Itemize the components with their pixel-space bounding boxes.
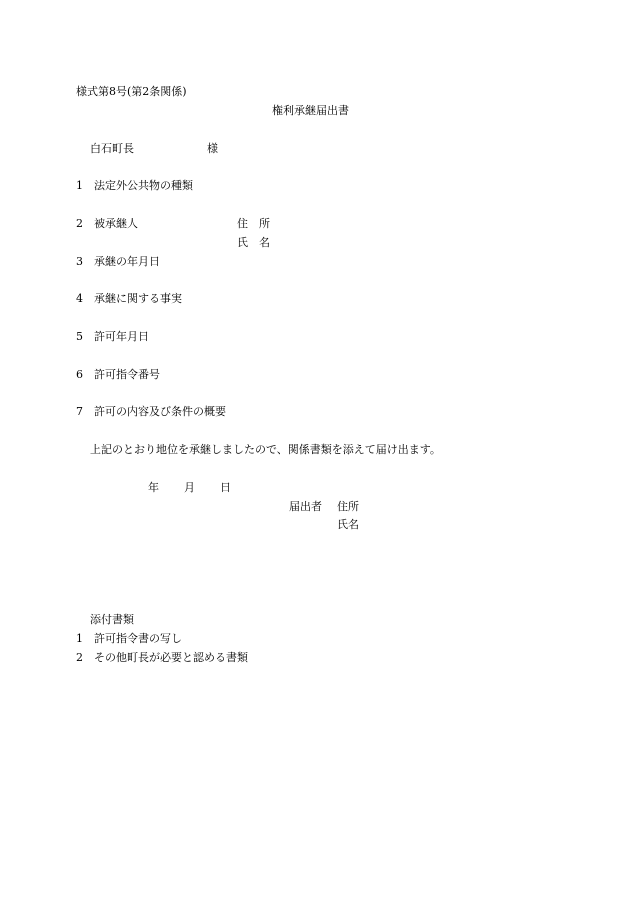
item-5-label: 5 許可年月日 — [76, 330, 149, 343]
document-title: 権利承継届出書 — [272, 104, 349, 117]
date-year: 年 — [148, 481, 159, 494]
item-3-label: 3 承継の年月日 — [76, 255, 160, 268]
date-month: 月 — [184, 481, 195, 494]
attachment-item: 1 許可指令書の写し — [76, 632, 182, 645]
form-number: 様式第8号(第2条関係) — [76, 85, 187, 98]
attachment-item: 2 その他町長が必要と認める書類 — [76, 651, 248, 664]
notifier-address-label: 住所 — [337, 500, 359, 513]
item-2-label: 2 被承継人 — [76, 217, 138, 230]
notifier-label: 届出者 — [289, 500, 322, 513]
item-2-name-label: 氏 名 — [237, 236, 270, 249]
item-1-label: 1 法定外公共物の種類 — [76, 179, 193, 192]
date-day: 日 — [220, 481, 231, 494]
attachments-heading: 添付書類 — [90, 613, 134, 626]
item-7-label: 7 許可の内容及び条件の概要 — [76, 405, 226, 418]
addressee-name: 白石町長 — [90, 142, 134, 155]
notifier-name-label: 氏名 — [337, 518, 359, 531]
item-4-label: 4 承継に関する事実 — [76, 292, 182, 305]
statement-text: 上記のとおり地位を承継しましたので、関係書類を添えて届け出ます。 — [90, 443, 441, 456]
item-2-address-label: 住 所 — [237, 217, 270, 230]
addressee-honorific: 様 — [207, 142, 218, 155]
item-6-label: 6 許可指令番号 — [76, 368, 160, 381]
